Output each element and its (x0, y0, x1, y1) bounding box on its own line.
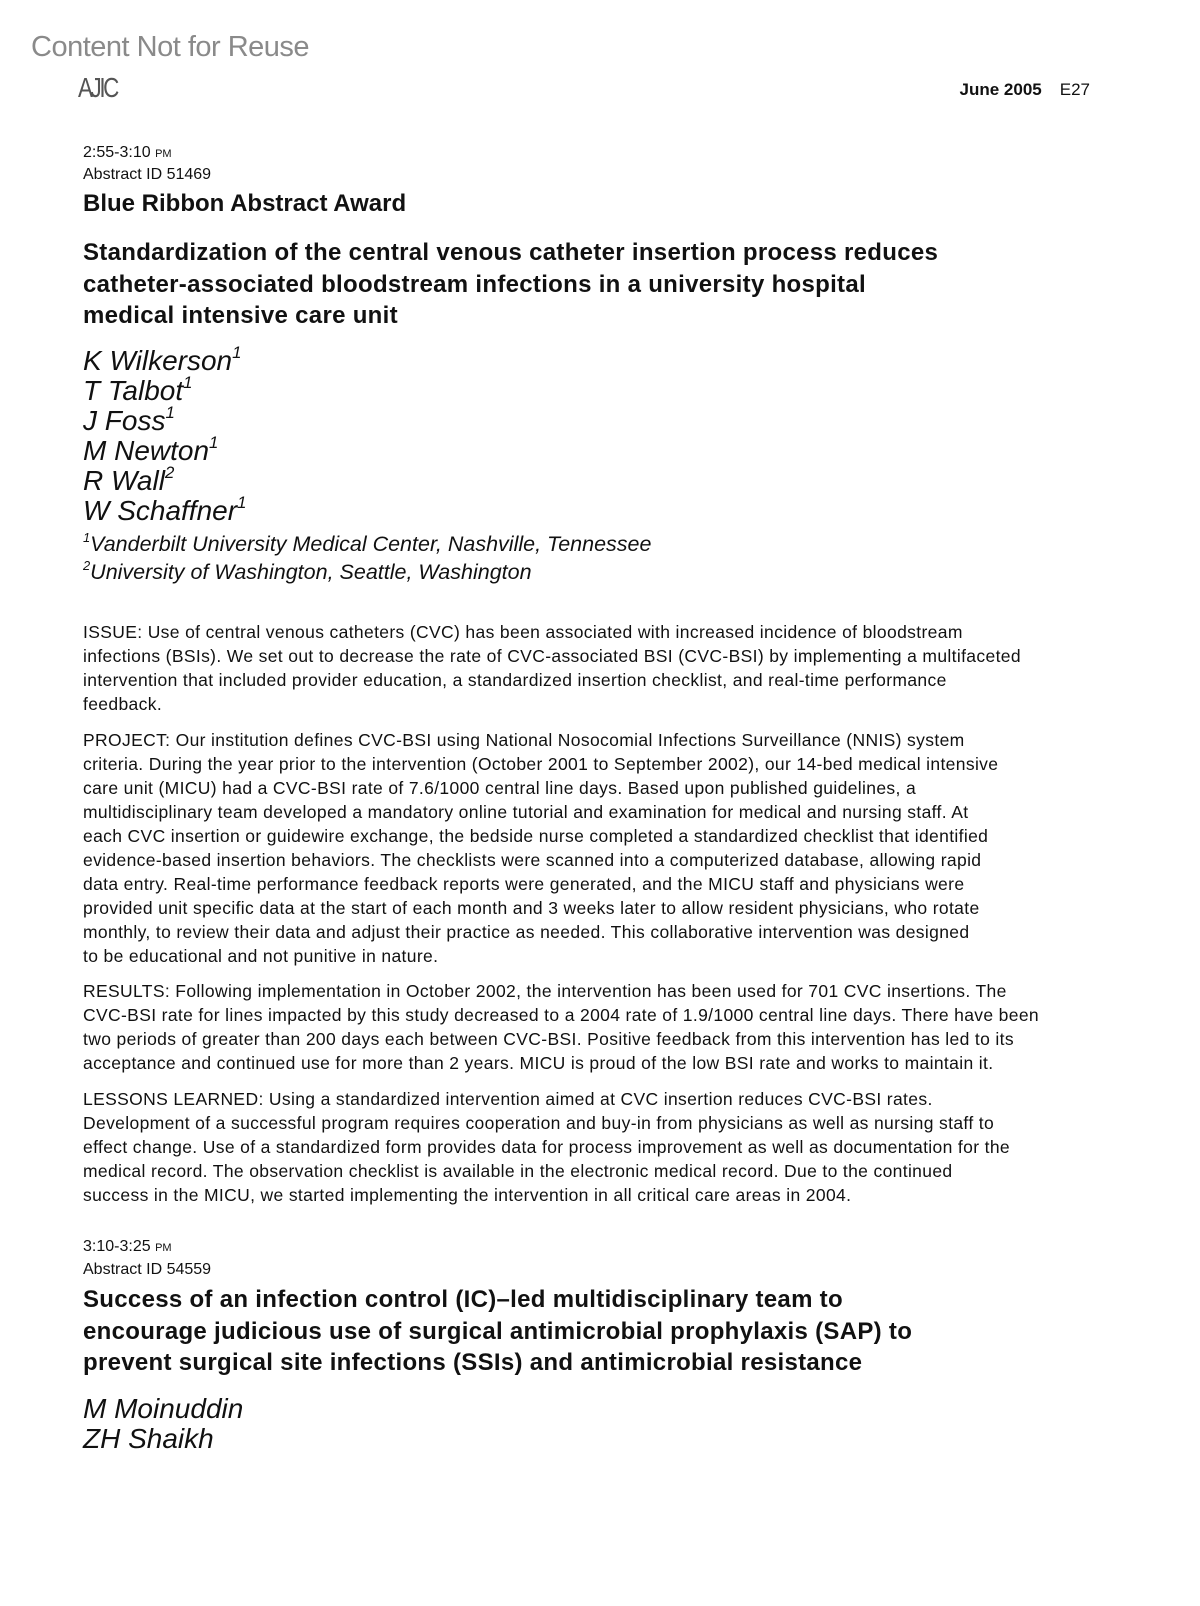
paragraph-project (83, 728, 998, 968)
author-affiliation-mark: 2 (164, 463, 175, 483)
text-line: acceptance and continued use for more than 2 years. MICU is proud of the low BSI rate and works to maintain it. (83, 1053, 994, 1073)
time-suffix: PM (155, 1242, 172, 1254)
text-line: to be educational and not punitive in nature. (83, 946, 439, 966)
session-time (83, 1237, 172, 1258)
author (83, 463, 246, 496)
title-line: encourage judicious use of surgical antimicrobial prophylaxis (SAP) to (83, 1317, 913, 1345)
text-line: effect change. Use of a standardized form provides data for process improvement as well as documentation for the (83, 1137, 1010, 1157)
affiliation-mark: 1 (83, 529, 91, 545)
journal-logo: AJIC (78, 72, 117, 103)
abstract-id: Abstract ID 51469 (83, 166, 212, 183)
affiliation (83, 558, 651, 586)
affiliation-mark: 2 (83, 557, 91, 573)
text-line: intervention that included provider education, a standardized insertion checklist, and real-time performance (83, 670, 947, 690)
author (83, 373, 246, 406)
author-affiliation-mark: 1 (237, 493, 247, 513)
text-line: two periods of greater than 200 days each between CVC-BSI. Positive feedback from this intervention has led to its (83, 1029, 1014, 1049)
author-affiliation-mark: 1 (209, 433, 219, 453)
author: M Moinuddin (83, 1393, 244, 1424)
text-line: success in the MICU, we started implementing the intervention in all critical care areas in 2004. (83, 1185, 852, 1205)
affiliations (83, 530, 651, 586)
affiliation-text: University of Washington, Seattle, Washington (90, 560, 532, 584)
text-line: care unit (MICU) had a CVC-BSI rate of 7.6/1000 central line days. Based upon published guidelines, a (83, 778, 917, 798)
title-line: medical intensive care unit (83, 302, 398, 329)
title-line: Success of an infection control (IC)–led multidisciplinary team to (83, 1286, 843, 1313)
text-line: infections (BSIs). We set out to decrease the rate of CVC-associated BSI (CVC-BSI) by implementing a multifaceted (83, 646, 1021, 666)
watermark: Content Not for Reuse (31, 31, 310, 63)
abstract-id: Abstract ID 54559 (83, 1261, 212, 1278)
author-name: T Talbot (83, 375, 184, 406)
author (83, 343, 246, 376)
text-line: RESULTS: Following implementation in October 2002, the intervention has been used for 701 CVC insertions. The (83, 981, 1007, 1001)
time-range: 2:55-3:10 (83, 144, 151, 161)
paragraph-lessons-learned (83, 1087, 1010, 1207)
text-line: ISSUE: Use of central venous catheters (CVC) has been associated with increased incidence of bloodstream (83, 622, 963, 642)
text-line: criteria. During the year prior to the intervention (October 2001 to September 2002), our 14-bed medical intensive (83, 754, 999, 774)
affiliation-text: Vanderbilt University Medical Center, Nashville, Tennessee (90, 532, 652, 556)
author-affiliation-mark: 1 (183, 373, 193, 393)
text-line: Development of a successful program requires cooperation and buy-in from physicians as well as nursing staff to (83, 1113, 995, 1133)
text-line: LESSONS LEARNED: Using a standardized intervention aimed at CVC insertion reduces CVC-BSI rates. (83, 1089, 933, 1109)
text-line: data entry. Real-time performance feedback reports were generated, and the MICU staff and physicians were (83, 874, 965, 894)
author: ZH Shaikh (83, 1423, 214, 1454)
page-number: E27 (1059, 80, 1090, 99)
author-name: J Foss (83, 405, 166, 436)
affiliation (83, 530, 651, 558)
author-list (83, 1394, 243, 1454)
abstract-title (83, 237, 938, 332)
text-line: multidisciplinary team developed a mandatory online tutorial and examination for medical and nursing staff. At (83, 802, 969, 822)
award-label: Blue Ribbon Abstract Award (83, 190, 407, 217)
title-line: Standardization of the central venous catheter insertion process reduces (83, 239, 939, 266)
text-line: feedback. (83, 694, 163, 714)
author-name: M Newton (83, 435, 210, 466)
author (83, 493, 247, 526)
text-line: medical record. The observation checklist is available in the electronic medical record. Due to the continued (83, 1161, 953, 1181)
title-line: prevent surgical site infections (SSIs) and antimicrobial resistance (83, 1349, 863, 1376)
text-line: evidence-based insertion behaviors. The checklists were scanned into a computerized database, allowing rapid (83, 850, 982, 870)
title-line: catheter-associated bloodstream infections in a university hospital (83, 270, 866, 298)
abstract-title (83, 1284, 912, 1379)
text-line: CVC-BSI rate for lines impacted by this study decreased to a 2004 rate of 1.9/1000 central line days. There have been (83, 1005, 1040, 1025)
author-affiliation-mark: 1 (232, 343, 242, 363)
text-line: monthly, to review their data and adjust their practice as needed. This collaborative intervention was designed (83, 922, 970, 942)
author-name: W Schaffner (83, 495, 238, 526)
paragraph-issue (83, 620, 1021, 716)
author-list (83, 343, 247, 526)
time-suffix: PM (155, 148, 172, 160)
text-line: provided unit specific data at the start of each month and 3 weeks later to allow resident physicians, who rotate (83, 898, 980, 918)
author-name: R Wall (83, 465, 165, 496)
session-time (83, 143, 172, 164)
author (83, 403, 246, 436)
time-range: 3:10-3:25 (83, 1238, 151, 1255)
text-line: PROJECT: Our institution defines CVC-BSI using National Nosocomial Infections Surveillance (NNIS) system (83, 730, 965, 750)
author (83, 433, 246, 466)
issue-date: June 2005 (959, 80, 1042, 99)
running-head (960, 80, 1090, 100)
paragraph-results (83, 979, 1039, 1075)
author-affiliation-mark: 1 (165, 403, 175, 423)
text-line: each CVC insertion or guidewire exchange, the bedside nurse completed a standardized checklist that identified (83, 826, 989, 846)
author-name: K Wilkerson (83, 345, 233, 376)
